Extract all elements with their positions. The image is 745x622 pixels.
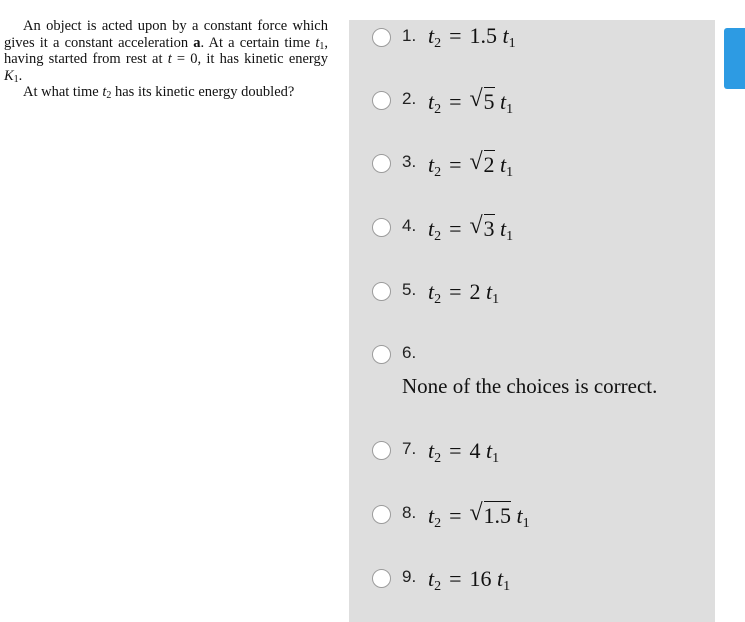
choice-number: 4. xyxy=(402,216,417,235)
question-paragraph-1: An object is acted upon by a constant force which gives it a constant acceleration a. At a certain time $t_1$, having started from rest at t = 0, it has kinetic energy $K_1$. xyxy=(4,18,329,85)
sqrt-symbol: √ 3 xyxy=(469,213,495,241)
radio-button[interactable] xyxy=(372,218,391,237)
choice-formula: $t_2$ = √ 2 $t_1$ xyxy=(428,149,514,180)
choice-formula: $t_2 = 1.5$ $t_1$ xyxy=(428,23,516,51)
side-tab[interactable] xyxy=(724,28,745,89)
choice-formula: $t_2$ = √ 5 $t_1$ xyxy=(428,86,514,117)
radio-button[interactable] xyxy=(372,441,391,460)
choice-formula: $t_2$ = √ 1.5 $t_1$ xyxy=(428,500,530,531)
choice-number: 6. xyxy=(402,343,417,362)
sqrt-symbol: √ 2 xyxy=(469,149,495,177)
choice-number: 5. xyxy=(402,280,417,299)
choice-formula: $t_2$ = √ 3 $t_1$ xyxy=(428,213,514,244)
answer-choices-panel xyxy=(349,20,715,622)
choice-text: None of the choices is correct. xyxy=(402,374,658,398)
radio-button[interactable] xyxy=(372,28,391,47)
choice-number: 2. xyxy=(402,89,417,108)
radio-button[interactable] xyxy=(372,505,391,524)
radio-button[interactable] xyxy=(372,345,391,364)
radio-button[interactable] xyxy=(372,91,391,110)
choice-number: 9. xyxy=(402,567,417,586)
choice-formula: $t_2 = 16$ $t_1$ xyxy=(428,566,511,594)
choice-number: 7. xyxy=(402,439,417,458)
choice-number: 3. xyxy=(402,152,417,171)
sqrt-symbol: √ 5 xyxy=(469,86,495,114)
radio-button[interactable] xyxy=(372,282,391,301)
choice-formula: $t_2 = 4$ $t_1$ xyxy=(428,438,500,466)
question-text xyxy=(4,18,328,101)
sqrt-symbol: √ 1.5 xyxy=(469,500,512,528)
radio-button[interactable] xyxy=(372,569,391,588)
choice-number: 1. xyxy=(402,26,417,45)
radio-button[interactable] xyxy=(372,154,391,173)
choice-formula: $t_2 = 2$ $t_1$ xyxy=(428,279,500,307)
question-paragraph-2: At what time $t_2$ has its kinetic energy doubled? xyxy=(23,84,295,101)
choice-number: 8. xyxy=(402,503,417,522)
